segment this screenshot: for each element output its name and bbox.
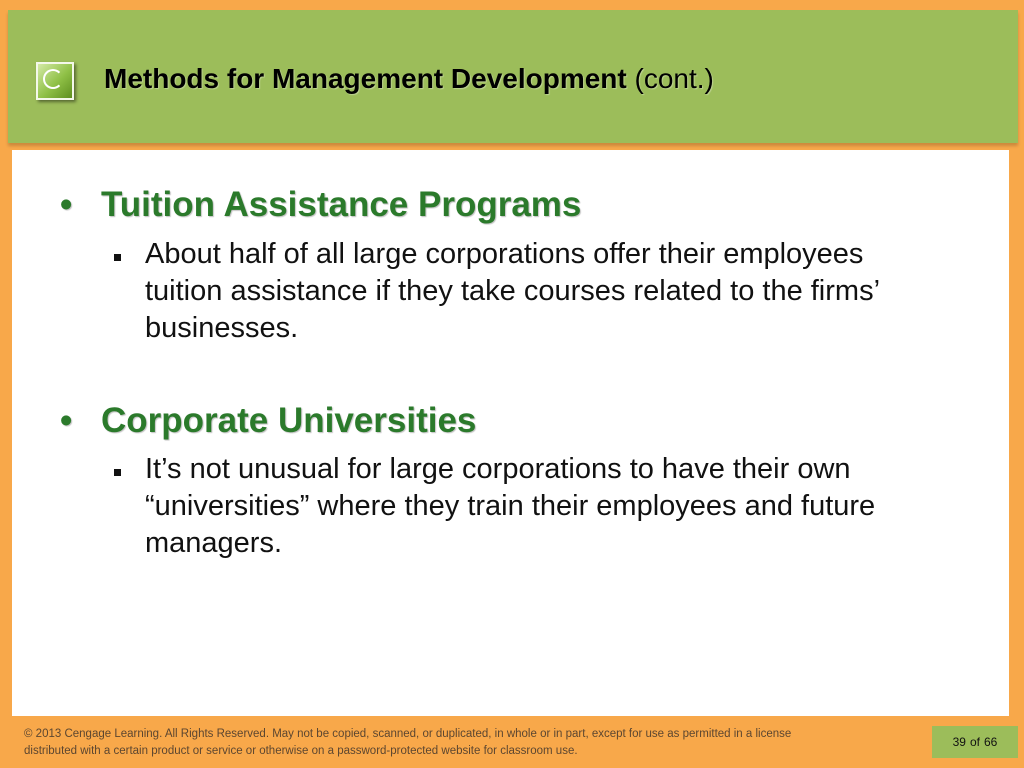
square-bullet-icon [114, 254, 121, 261]
slide-title-main: Methods for Management Development [104, 63, 627, 94]
bullet-dot-icon: • [60, 401, 73, 440]
page-current: 39 [952, 735, 966, 749]
page-indicator [932, 726, 1018, 758]
section-heading: Corporate Universities [101, 401, 477, 440]
page-of: of [969, 735, 980, 749]
square-bullet-icon [114, 469, 121, 476]
page-total: 66 [984, 735, 998, 749]
bullet-dot-icon: • [60, 185, 73, 224]
slide-title [104, 63, 714, 95]
slide-title-suffix: (cont.) [634, 63, 714, 94]
logo-ring [43, 69, 63, 89]
section-detail: About half of all large corporations offer their employees tuition assistance if they take courses related to the firms’ businesses. [145, 238, 879, 344]
copyright-notice: © 2013 Cengage Learning. All Rights Reserved. May not be copied, scanned, or duplicated, in whole or in part, except for use as permitted in a license distributed with a certain product or service or otherwise on a password-protected website for classroom use. [24, 728, 792, 757]
section-heading: Tuition Assistance Programs [101, 185, 582, 224]
green-ring-logo-icon [36, 62, 74, 100]
section-detail: It’s not unusual for large corporations to have their own “universities” where they train their employees and future managers. [145, 453, 876, 559]
